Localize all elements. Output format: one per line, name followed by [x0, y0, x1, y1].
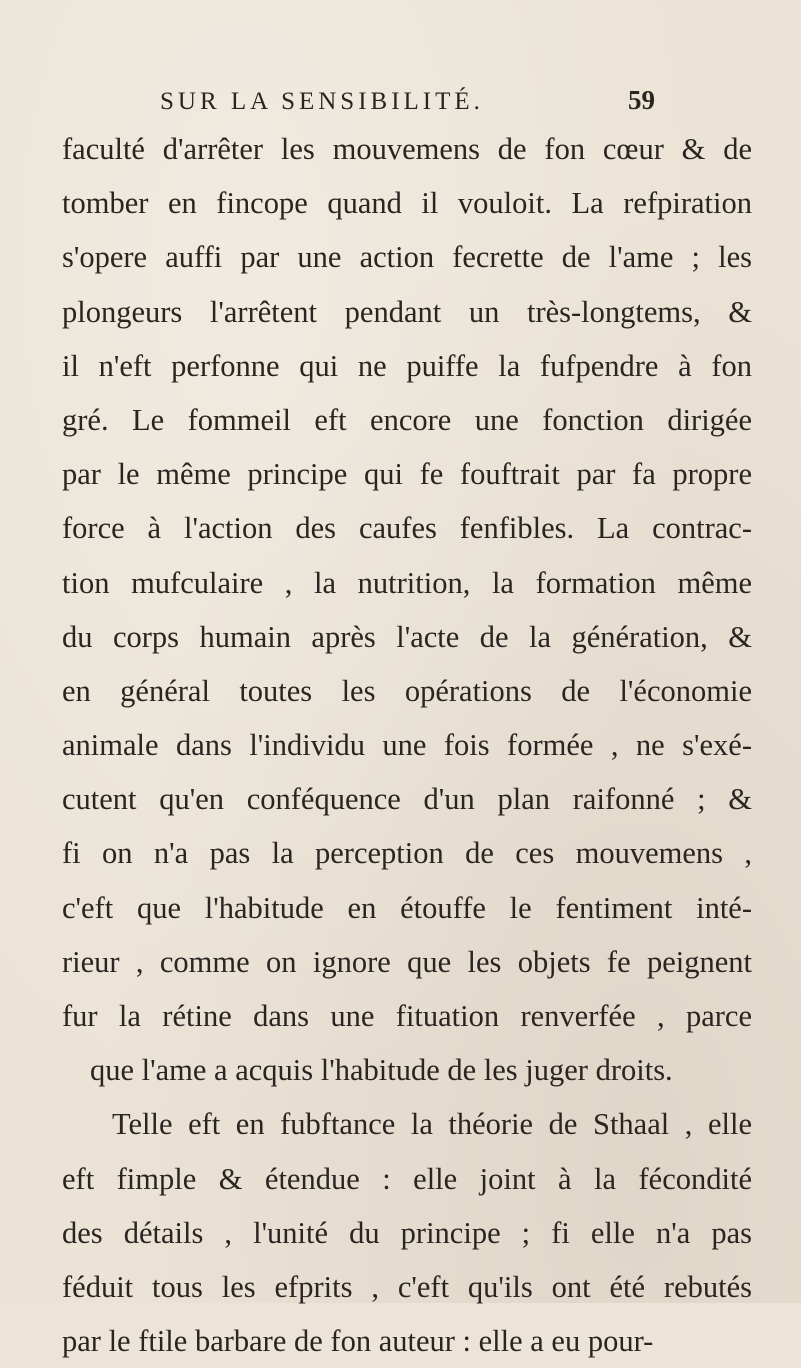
text-line: des détails , l'unité du principe ; fi elle n'a pas: [62, 1215, 752, 1250]
text-line: par le ftile barbare de fon auteur : elle a eu pour-: [62, 1324, 654, 1359]
text-line: animale dans l'individu une fois formée , ne s'exé-: [62, 728, 752, 763]
text-line: tomber en fincope quand il vouloit. La refpiration: [62, 186, 752, 221]
text-line: force à l'action des caufes fenfibles. La contrac-: [62, 511, 752, 546]
body-text: [62, 122, 752, 1368]
text-line-paragraph-end: que l'ame a acquis l'habitude de les juger droits.: [90, 1053, 673, 1088]
text-line: c'eft que l'habitude en étouffe le fentiment inté-: [62, 890, 752, 925]
text-line-paragraph-start: Telle eft en fubftance la théorie de Sthaal , elle: [112, 1107, 752, 1142]
text-line: en général toutes les opérations de l'économie: [62, 673, 752, 708]
running-header: SUR LA SENSIBILITÉ.: [160, 88, 484, 115]
text-line: faculté d'arrêter les mouvemens de fon cœur & de: [62, 132, 752, 166]
text-line: fur la rétine dans une fituation renverfée , parce: [62, 999, 752, 1033]
text-line: eft fimple & étendue : elle joint à la fécondité: [62, 1161, 752, 1196]
text-line: s'opere auffi par une action fecrette de l'ame ; les: [62, 240, 752, 275]
text-line: fi on n'a pas la perception de ces mouvemens ,: [62, 836, 752, 871]
text-line: rieur , comme on ignore que les objets fe peignent: [62, 944, 752, 979]
text-line: cutent qu'en conféquence d'un plan raifonné ; &: [62, 782, 752, 817]
text-line: gré. Le fommeil eft encore une fonction dirigée: [62, 402, 752, 437]
text-line: féduit tous les efprits , c'eft qu'ils ont été rebutés: [62, 1269, 752, 1304]
text-line: par le même principe qui fe fouftrait par fa propre: [62, 457, 752, 492]
text-line: tion mufculaire , la nutrition, la formation même: [62, 565, 752, 600]
page-number: 59: [628, 85, 655, 115]
text-line: il n'eft perfonne qui ne puiffe la fufpendre à fon: [62, 348, 752, 383]
text-line: du corps humain après l'acte de la génération, &: [62, 619, 752, 654]
text-line: plongeurs l'arrêtent pendant un très-longtems, &: [62, 294, 752, 329]
